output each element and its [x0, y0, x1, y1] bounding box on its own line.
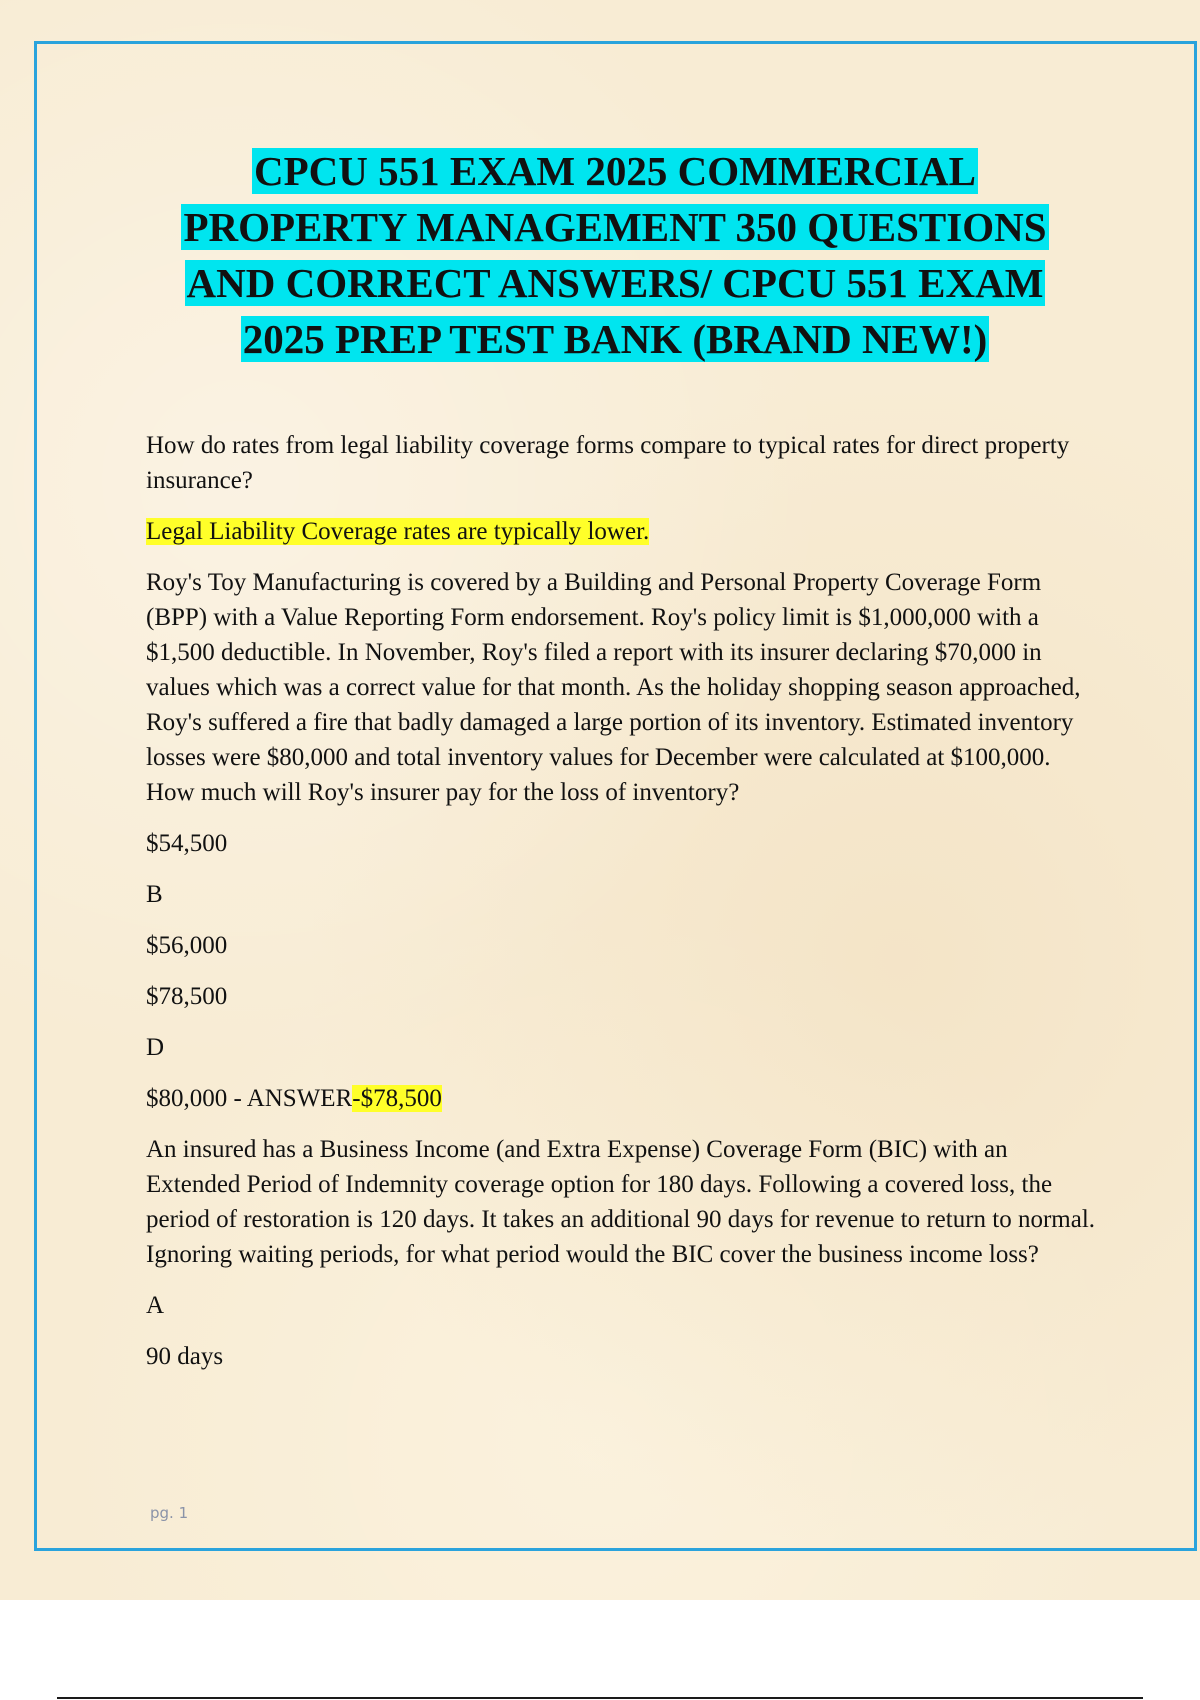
- answer-highlight: -$78,500: [352, 1085, 442, 1112]
- answer-paragraph: [146, 514, 1096, 549]
- answer-option: $78,500: [146, 983, 228, 1010]
- page-number: pg. 1: [150, 1504, 189, 1522]
- answer-option: $56,000: [146, 932, 228, 959]
- footer-divider: [57, 1697, 1143, 1699]
- question-text: How do rates from legal liability coverage forms compare to typical rates for direct property insurance?: [146, 432, 1070, 494]
- answer-option: D: [146, 1034, 165, 1061]
- answer-option: $54,500: [146, 830, 228, 857]
- title-line: 2025 PREP TEST BANK (BRAND NEW!): [242, 316, 988, 362]
- question-text: An insured has a Business Income (and Extra Expense) Coverage Form (BIC) with an Extended Period of Indemnity coverage option for 180 days. Following a covered loss, the period of restoration is 120 days. It takes an additional 90 days for revenue to return to normal. Ignoring waiting periods, for what period would the BIC cover the business income loss?: [146, 1136, 1096, 1268]
- title-line: PROPERTY MANAGEMENT 350 QUESTIONS: [183, 204, 1047, 250]
- question-text: Roy's Toy Manufacturing is covered by a Building and Personal Property Coverage Form (BPP) with a Value Reporting Form endorsement. Roy's policy limit is $1,000,000 with a $1,500 deductible. In November, Roy's filed a report with its insurer declaring $70,000 in values which was a correct value for that month. As the holiday shopping season approached, Roy's suffered a fire that badly damaged a large portion of its inventory. Estimated inventory losses were $80,000 and total inventory values for December were calculated at $100,000. How much will Roy's insurer pay for the loss of inventory?: [146, 569, 1081, 806]
- document-body: [146, 428, 1096, 1390]
- title-line: CPCU 551 EXAM 2025 COMMERCIAL: [253, 148, 976, 194]
- answer-option-with-answer: [146, 1081, 1096, 1116]
- document-title: [110, 143, 1120, 367]
- answer-option: 90 days: [146, 1343, 224, 1370]
- answer-highlight: Legal Liability Coverage rates are typically lower.: [146, 518, 650, 545]
- answer-option: A: [146, 1292, 165, 1319]
- title-line: AND CORRECT ANSWERS/ CPCU 551 EXAM: [186, 260, 1044, 306]
- answer-option: B: [146, 881, 163, 908]
- answer-option-label: $80,000 - ANSWER: [146, 1085, 353, 1112]
